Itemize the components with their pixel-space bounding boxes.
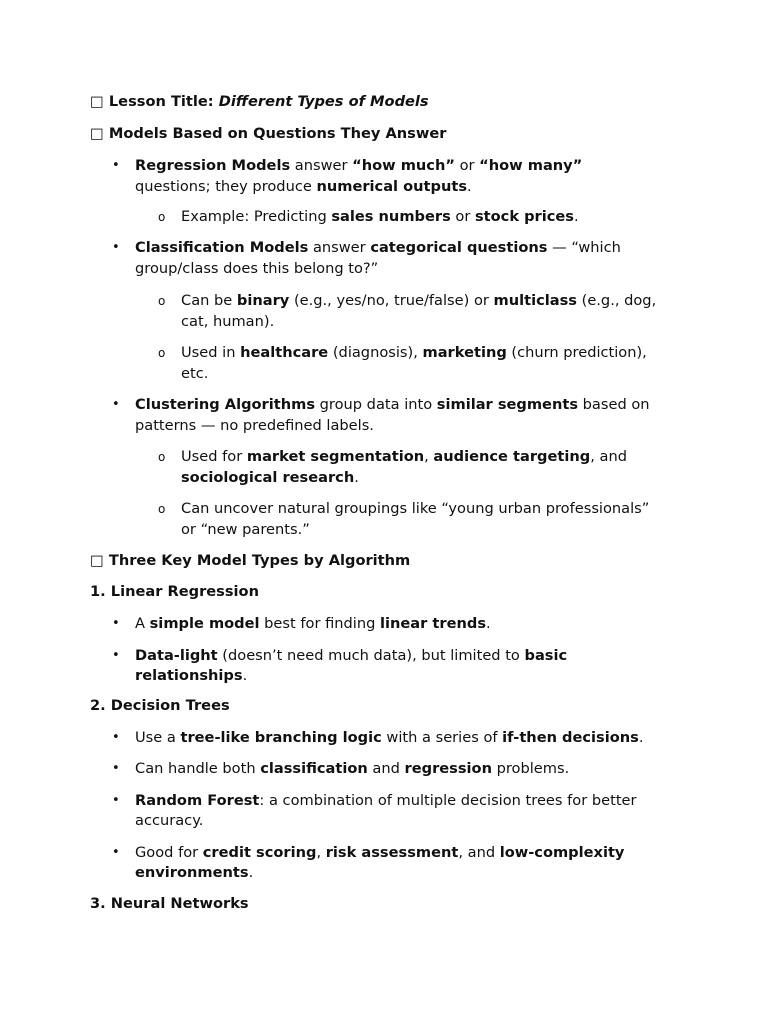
classification-binary-line2: cat, human).: [181, 313, 275, 330]
classification-uses-line1: Used in healthcare (diagnosis), marketing (churn prediction),: [181, 344, 647, 361]
decision-trees-bullet3-line1: Random Forest: a combination of multiple decision trees for better: [135, 792, 637, 809]
decision-trees-bullet2: Can handle both classification and regression problems.: [135, 760, 570, 777]
classification-binary-line1: Can be binary (e.g., yes/no, true/false) or multiclass (e.g., dog,: [181, 292, 657, 309]
bullet-marker: •: [112, 845, 120, 860]
bullet-marker: •: [112, 793, 120, 808]
regression-models-line1: Regression Models answer “how much” or “how many”: [135, 157, 583, 174]
bullet-marker: •: [112, 397, 120, 412]
sub-bullet-marker: o: [158, 210, 166, 224]
sub-bullet-marker: o: [158, 450, 166, 464]
clustering-groupings-line2: or “new parents.”: [181, 521, 310, 538]
sub-bullet-marker: o: [158, 346, 166, 360]
decision-trees-bullet4-line2: environments.: [135, 864, 254, 881]
missing-glyph-icon: □: [90, 125, 104, 142]
classification-uses-line2: etc.: [181, 365, 209, 382]
clustering-uses-line1: Used for market segmentation, audience targeting, and: [181, 448, 627, 465]
lesson-title: □ Lesson Title: Different Types of Models: [90, 93, 429, 110]
section-heading-algorithms: □ Three Key Model Types by Algorithm: [90, 552, 411, 569]
sub-bullet-marker: o: [158, 294, 166, 308]
regression-example: Example: Predicting sales numbers or stock prices.: [181, 208, 579, 225]
linear-regression-bullet1: A simple model best for finding linear trends.: [135, 615, 491, 632]
decision-trees-bullet3-line2: accuracy.: [135, 812, 204, 829]
clustering-groupings-line1: Can uncover natural groupings like “young urban professionals”: [181, 500, 650, 517]
bullet-marker: •: [112, 240, 120, 255]
classification-models-line1: Classification Models answer categorical questions — “which: [135, 239, 621, 256]
clustering-uses-line2: sociological research.: [181, 469, 359, 486]
sub-bullet-marker: o: [158, 502, 166, 516]
regression-models-line2: questions; they produce numerical outputs.: [135, 178, 472, 195]
bullet-marker: •: [112, 158, 120, 173]
missing-glyph-icon: □: [90, 552, 104, 569]
clustering-line2: patterns — no predefined labels.: [135, 417, 374, 434]
classification-models-line2: group/class does this belong to?”: [135, 260, 379, 277]
decision-trees-bullet1: Use a tree-like branching logic with a series of if-then decisions.: [135, 729, 644, 746]
missing-glyph-icon: □: [90, 93, 104, 110]
section-heading-questions: □ Models Based on Questions They Answer: [90, 125, 447, 142]
bullet-marker: •: [112, 648, 120, 663]
clustering-line1: Clustering Algorithms group data into similar segments based on: [135, 396, 650, 413]
decision-trees-bullet4-line1: Good for credit scoring, risk assessment, and low-complexity: [135, 844, 625, 861]
linear-regression-bullet2-line2: relationships.: [135, 667, 248, 684]
bullet-marker: •: [112, 761, 120, 776]
linear-regression-bullet2-line1: Data-light (doesn’t need much data), but limited to basic: [135, 647, 568, 664]
heading-decision-trees: 2. Decision Trees: [90, 697, 230, 714]
bullet-marker: •: [112, 730, 120, 745]
heading-linear-regression: 1. Linear Regression: [90, 583, 259, 600]
heading-neural-networks: 3. Neural Networks: [90, 895, 249, 912]
bullet-marker: •: [112, 616, 120, 631]
